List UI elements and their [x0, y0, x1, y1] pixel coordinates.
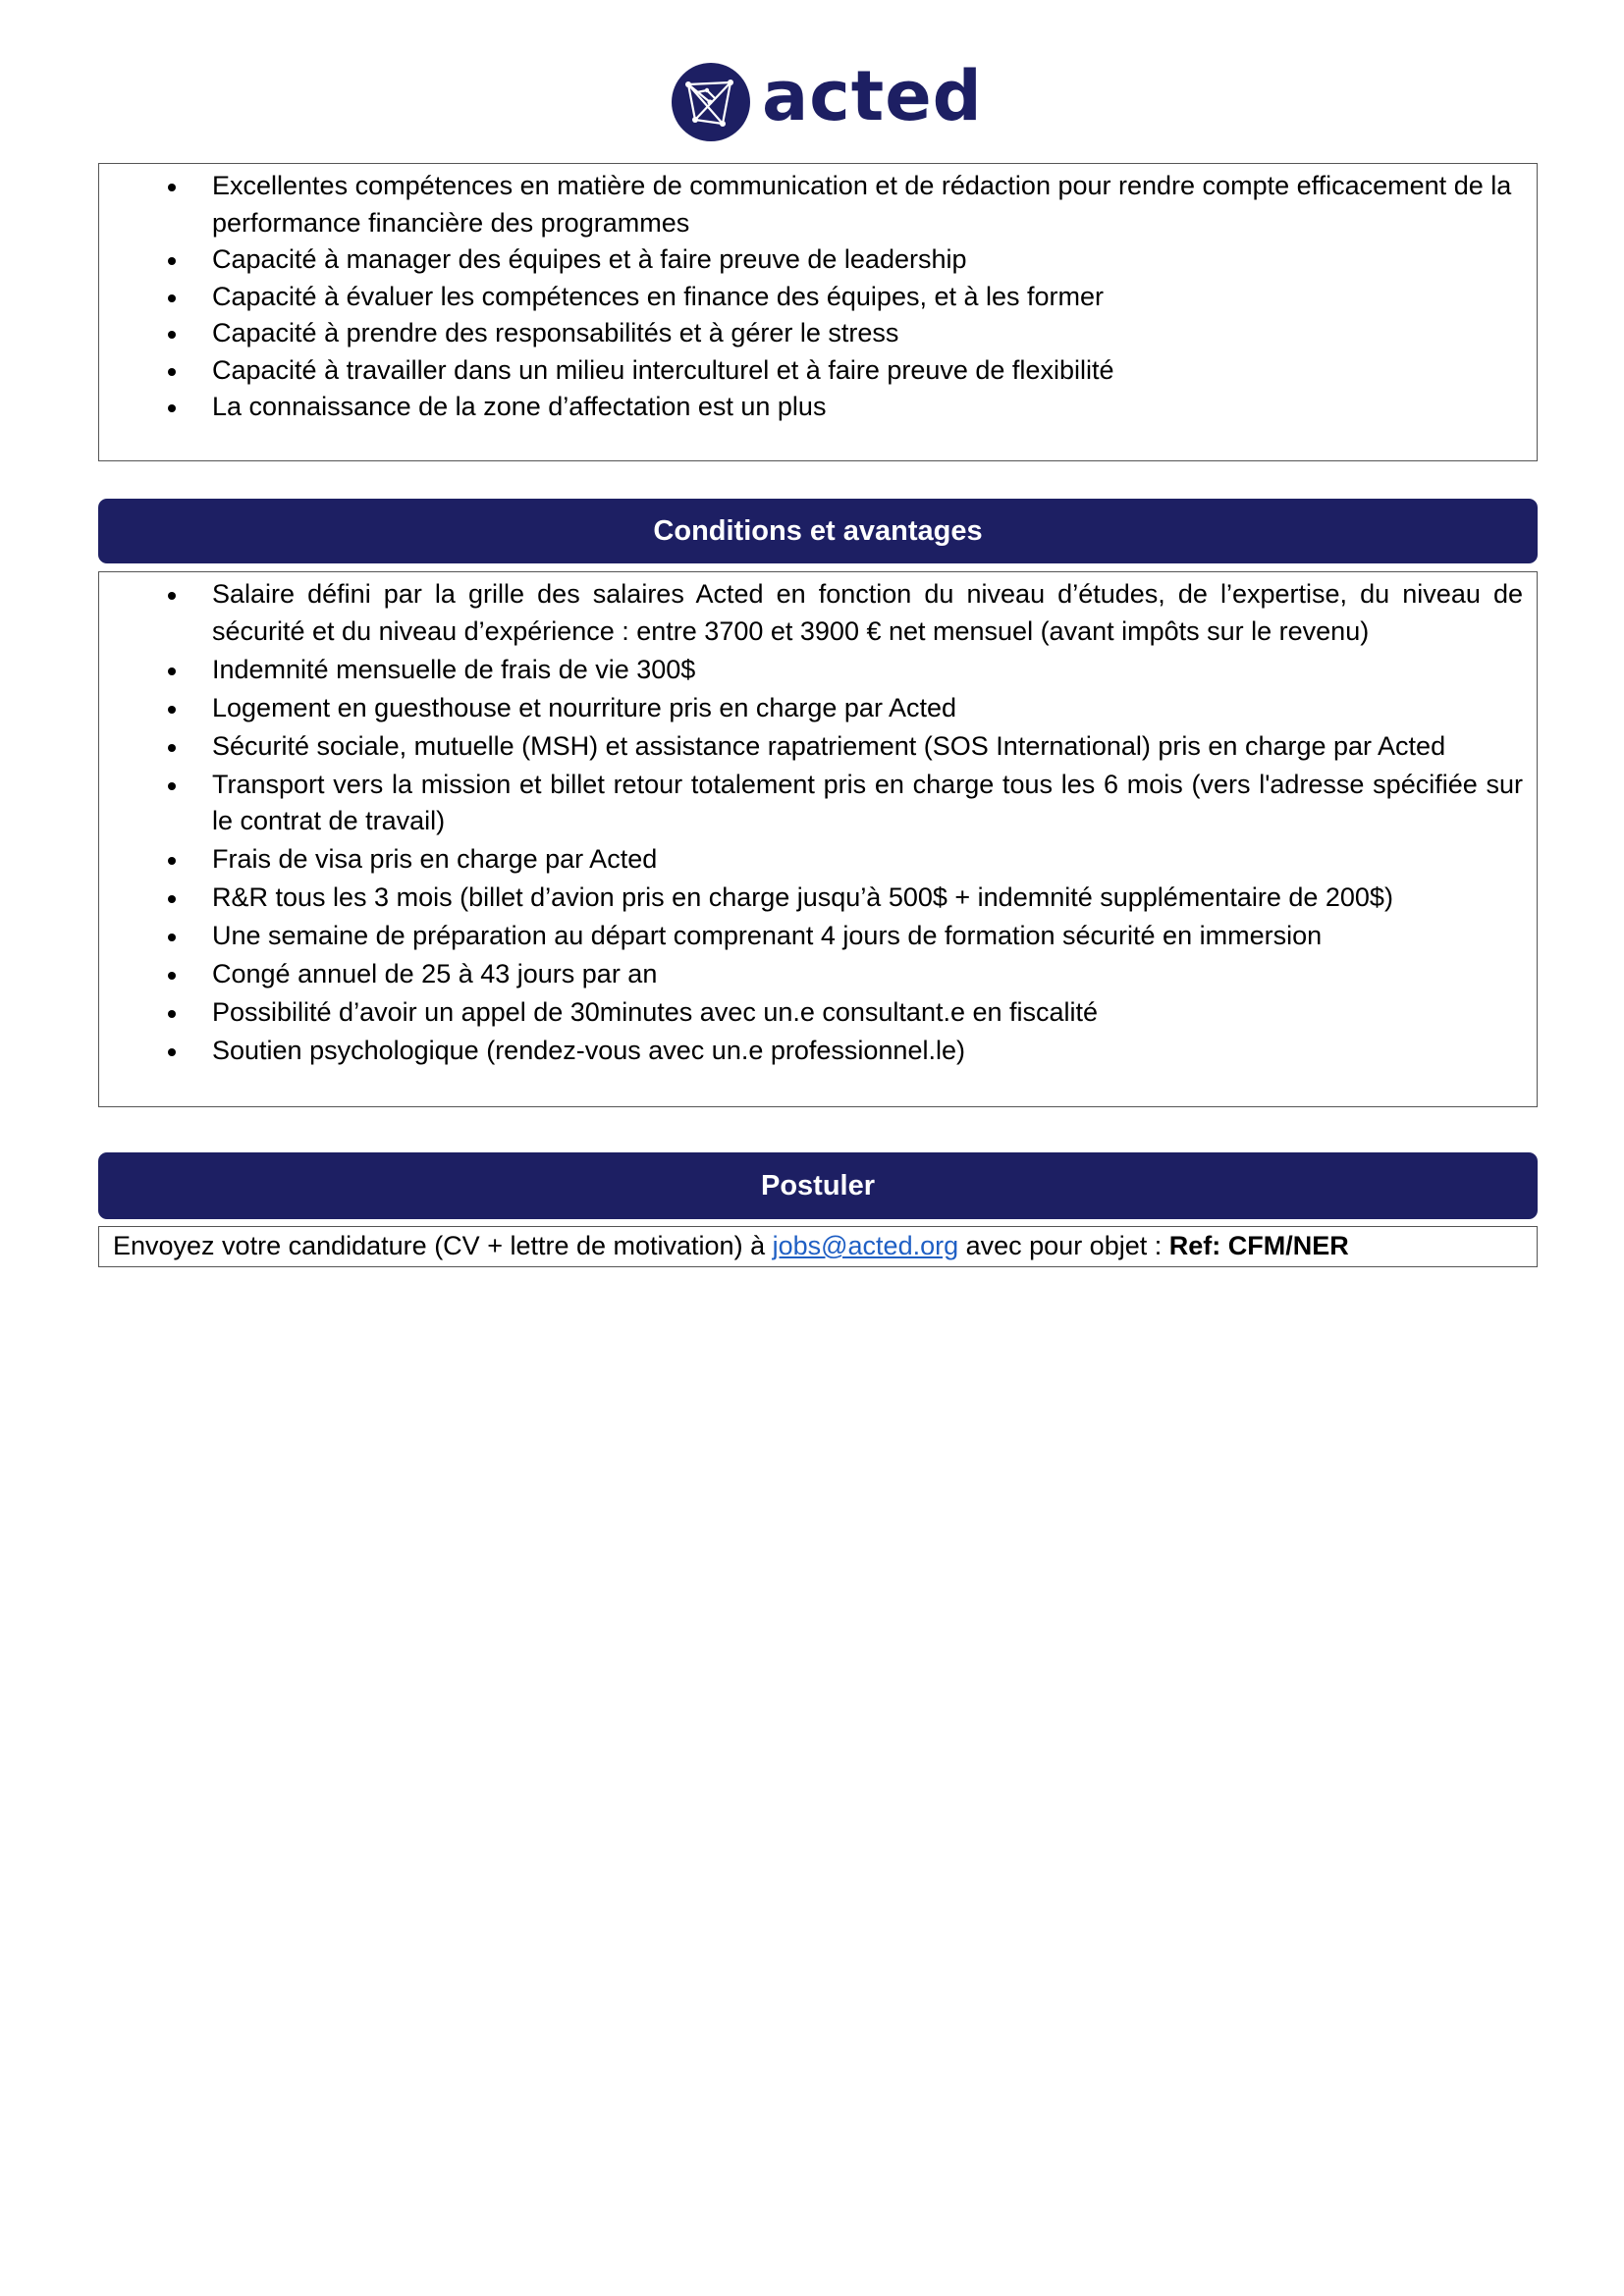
- bullet-icon: [168, 857, 176, 865]
- list-item: La connaissance de la zone d’affectation est un plus: [99, 389, 1537, 426]
- bullet-icon: [168, 667, 176, 675]
- bullet-icon: [168, 592, 176, 600]
- list-item: Capacité à travailler dans un milieu interculturel et à faire preuve de flexibilité: [99, 352, 1537, 390]
- email-link[interactable]: jobs@acted.org: [772, 1231, 959, 1260]
- bullet-icon: [168, 294, 176, 302]
- reference-code: Ref: CFM/NER: [1168, 1231, 1349, 1260]
- list-item: Sécurité sociale, mutuelle (MSH) et assistance rapatriement (SOS International) pris en charge par Acted: [99, 728, 1537, 766]
- apply-box: [98, 1226, 1538, 1267]
- skills-box: [98, 163, 1538, 461]
- bullet-icon: [168, 368, 176, 376]
- conditions-box: [98, 571, 1538, 1107]
- list-item: Salaire défini par la grille des salaires Acted en fonction du niveau d’études, de l’expertise, du niveau de sécurité et du niveau d’expérience : entre 3700 et 3900 € net mensuel (avant impôts sur le revenu): [99, 576, 1537, 650]
- bullet-icon: [168, 744, 176, 752]
- list-item: Logement en guesthouse et nourriture pris en charge par Acted: [99, 690, 1537, 727]
- bullet-icon: [168, 257, 176, 265]
- skills-list: [99, 168, 1537, 426]
- bullet-icon: [168, 706, 176, 714]
- apply-header: Postuler: [98, 1152, 1538, 1219]
- bullet-icon: [168, 895, 176, 903]
- acted-wordmark: acted: [762, 56, 983, 136]
- list-item: Indemnité mensuelle de frais de vie 300$: [99, 652, 1537, 689]
- bullet-icon: [168, 1010, 176, 1018]
- bullet-icon: [168, 184, 176, 191]
- apply-text-middle: avec pour objet :: [958, 1231, 1169, 1260]
- bullet-icon: [168, 331, 176, 339]
- acted-logo: [672, 56, 983, 143]
- bullet-icon: [168, 782, 176, 790]
- list-item: Capacité à évaluer les compétences en finance des équipes, et à les former: [99, 279, 1537, 316]
- list-item: Congé annuel de 25 à 43 jours par an: [99, 956, 1537, 993]
- bullet-icon: [168, 1048, 176, 1056]
- list-item: Transport vers la mission et billet retour totalement pris en charge tous les 6 mois (vers l'adresse spécifiée sur le contrat de travail): [99, 767, 1537, 840]
- list-item: Soutien psychologique (rendez-vous avec un.e professionnel.le): [99, 1033, 1537, 1070]
- list-item: Une semaine de préparation au départ comprenant 4 jours de formation sécurité en immersion: [99, 918, 1537, 955]
- list-item: Capacité à prendre des responsabilités et à gérer le stress: [99, 315, 1537, 352]
- acted-globe-logo-icon: [672, 63, 750, 141]
- list-item: Capacité à manager des équipes et à faire preuve de leadership: [99, 241, 1537, 279]
- list-item: Frais de visa pris en charge par Acted: [99, 841, 1537, 879]
- bullet-icon: [168, 934, 176, 941]
- conditions-header: Conditions et avantages: [98, 499, 1538, 563]
- bullet-icon: [168, 404, 176, 412]
- apply-text: Envoyez votre candidature (CV + lettre de motivation) à: [113, 1231, 773, 1260]
- list-item: R&R tous les 3 mois (billet d’avion pris en charge jusqu’à 500$ + indemnité supplémentaire de 200$): [99, 880, 1537, 917]
- conditions-list: [99, 576, 1537, 1070]
- bullet-icon: [168, 972, 176, 980]
- list-item: Possibilité d’avoir un appel de 30minutes avec un.e consultant.e en fiscalité: [99, 994, 1537, 1032]
- list-item: Excellentes compétences en matière de communication et de rédaction pour rendre compte efficacement de la performance financière des programmes: [99, 168, 1537, 241]
